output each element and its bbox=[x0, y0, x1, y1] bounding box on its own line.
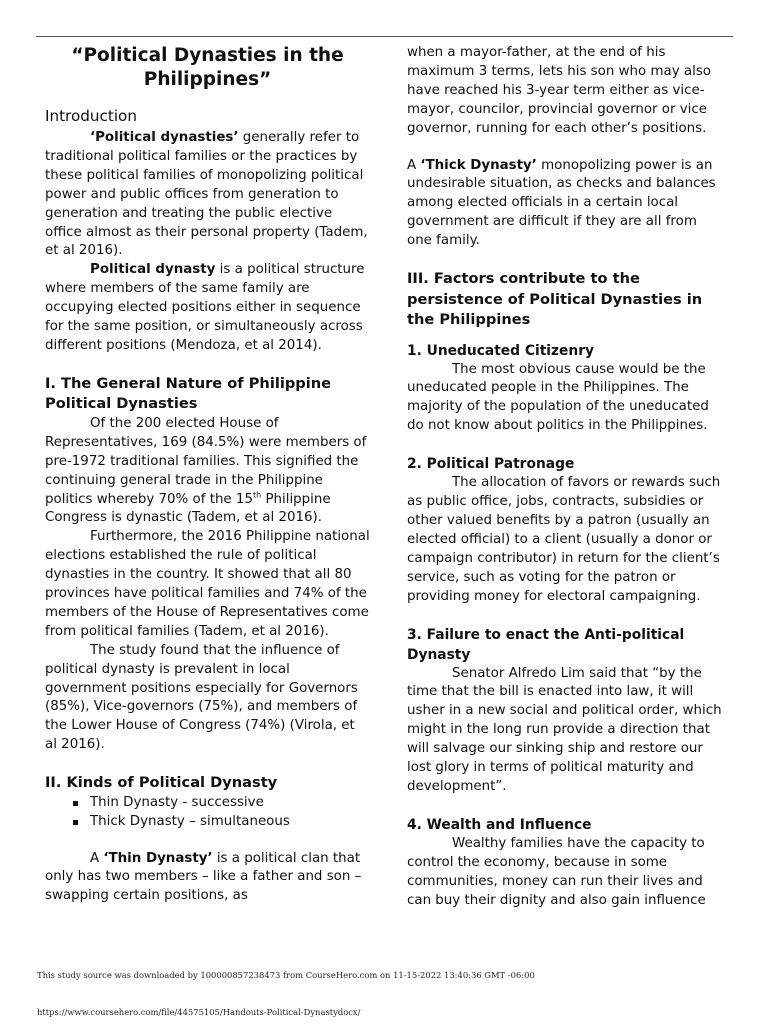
top-rule bbox=[36, 36, 733, 37]
factor-4-text: Wealthy families have the capacity to control the economy, because in some communities, money can run their lives and can buy their dignity and also gain influence bbox=[407, 835, 706, 908]
thick-dynasty-paragraph: A ‘Thick Dynasty’ monopolizing power is an undesirable situation, as checks and balances among elected officials in a certain local government are difficult if they are all from one family. bbox=[407, 157, 716, 249]
section-1-paragraph-1: Of the 200 elected House of Representatives, 169 (84.5%) were members of pre-1972 traditional families. This signified the continuing general trade in the Philippine politics whereby 70% of the 15th Philippine Congress is dynastic (Tadem, et al 2016). bbox=[45, 415, 367, 526]
factor-1-heading: 1. Uneducated Citizenry bbox=[407, 342, 595, 359]
factor-2-text: The allocation of favors or rewards such as public office, jobs, contracts, subsidies or other valued benefits by a patron (usually an elected official) to a client (usually a donor or campaign contributor) in return for the client’s service, such as voting for the patron or providing money for electoral campaigning. bbox=[407, 475, 721, 604]
factor-2-heading: 2. Political Patronage bbox=[407, 456, 575, 473]
factor-3-text: Senator Alfredo Lim said that “by the time that the bill is enacted into law, it will usher in a new social and political order, which might in the long run provide a direction that will salvage our sinking ship and restore our lost glory in terms of political maturity and development”. bbox=[407, 665, 722, 794]
right-column bbox=[407, 44, 725, 911]
thin-dynasty-paragraph: A ‘Thin Dynasty’ is a political clan that only has two members – like a father and son – swapping certain positions, as bbox=[45, 850, 362, 904]
dynasty-kinds-list bbox=[45, 794, 370, 832]
source-url[interactable]: https://www.coursehero.com/file/44575105/Handouts-Political-Dynastydocx/ bbox=[37, 1007, 361, 1017]
list-item: Thin Dynasty - successive bbox=[90, 794, 370, 813]
intro-term-1: ‘Political dynasties’ bbox=[90, 130, 239, 145]
intro-paragraph-2: Political dynasty is a political structure where members of the same family are occupying elected positions either in sequence for the same position, or simultaneously across different positions (Mendoza, et al 2014). bbox=[45, 262, 365, 353]
list-item: Thick Dynasty – simultaneous bbox=[90, 813, 370, 832]
section-2-heading: II. Kinds of Political Dynasty bbox=[45, 774, 278, 792]
intro-heading: Introduction bbox=[45, 107, 137, 125]
factor-3-heading: 3. Failure to enact the Anti-political Dynasty bbox=[407, 626, 685, 663]
factor-4-heading: 4. Wealth and Influence bbox=[407, 816, 592, 833]
left-column bbox=[45, 44, 370, 906]
thin-dynasty-continued: when a mayor-father, at the end of his maximum 3 terms, lets his son who may also have reached his 3-year term either as vice-mayor, councilor, provincial governor or vice governor, running for each other’s positions. bbox=[407, 45, 712, 136]
section-3-heading: III. Factors contribute to the persistence of Political Dynasties in the Philippines bbox=[407, 270, 703, 329]
factor-1-text: The most obvious cause would be the uneducated people in the Philippines. The majority of the population of the uneducated do not know about politics in the Philippines. bbox=[407, 361, 709, 434]
section-1-heading: I. The General Nature of Philippine Political Dynasties bbox=[45, 374, 332, 413]
section-1-paragraph-2: Furthermore, the 2016 Philippine national elections established the rule of political dynasties in the country. It showed that all 80 provinces have political families and 74% of the members of the House of Representatives come from political families (Tadem, et al 2016). bbox=[45, 529, 370, 639]
intro-paragraph-1: ‘Political dynasties’ generally refer to traditional political families or the practices by these political families of monopolizing political power and public offices from generation to generation and treating the public elective office almost as their personal property (Tadem, et al 2016). bbox=[45, 130, 368, 259]
intro-term-2: Political dynasty bbox=[90, 262, 216, 278]
download-notice: This study source was downloaded by 100000857238473 from CourseHero.com on 11-15-2022 13:40:36 GMT -06:00 bbox=[37, 970, 535, 980]
section-1-paragraph-3: The study found that the influence of political dynasty is prevalent in local government positions especially for Governors (85%), Vice-governors (75%), and members of the Lower House of Congress (74%) (Virola, et al 2016). bbox=[45, 642, 358, 753]
document-title: “Political Dynasties in the Philippines” bbox=[71, 45, 344, 90]
